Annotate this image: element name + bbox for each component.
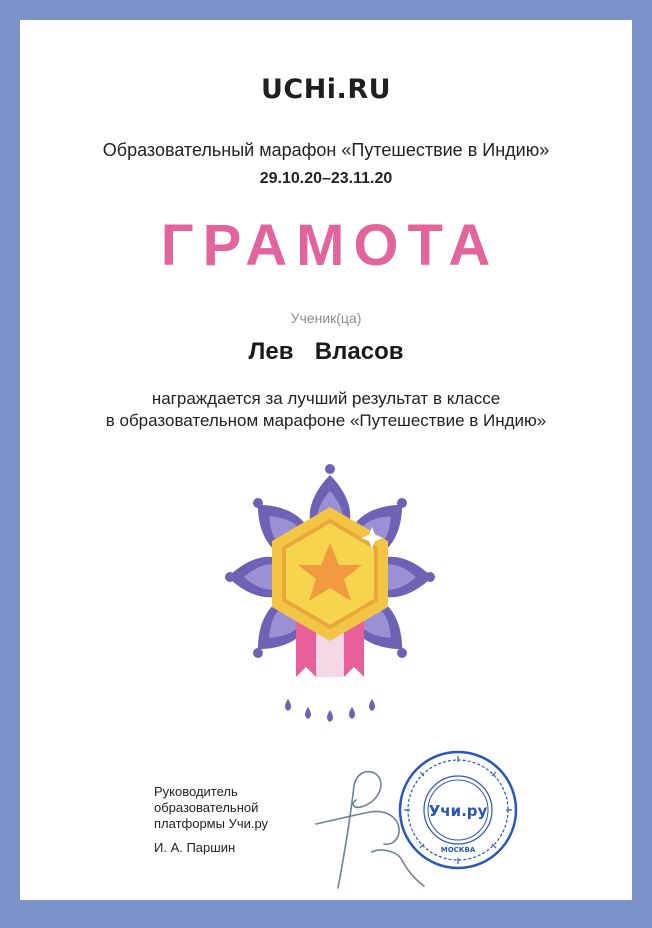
award-line-2: в образовательном марафоне «Путешествие в Индию»: [105, 411, 547, 430]
award-text: [20, 388, 632, 432]
stamp-bottom-text: МОСКВА: [440, 846, 476, 854]
event-dates: 29.10.20–23.11.20: [259, 170, 393, 187]
signer-title-line-3: платформы Учи.ру: [154, 816, 269, 831]
uchi-logo: UCHi.RU: [260, 74, 392, 105]
student-label: Ученик(ца): [290, 310, 362, 326]
signer-name: И. А. Паршин: [154, 840, 236, 855]
medal-icon: [210, 445, 450, 735]
signer-title: [154, 784, 268, 832]
signer-title-line-1: Руководитель: [154, 784, 238, 799]
stamp-icon: [396, 748, 520, 872]
signer-title-line-2: образовательной: [154, 800, 259, 815]
stamp-center-text: Учи.ру: [428, 802, 488, 820]
event-title: Образовательный марафон «Путешествие в Индию»: [102, 140, 550, 160]
certificate-sheet: [20, 20, 632, 900]
award-line-1: награждается за лучший результат в классе: [151, 389, 501, 408]
certificate-heading: ГРАМОТА: [160, 213, 500, 278]
student-name: Лев Власов: [248, 338, 404, 365]
